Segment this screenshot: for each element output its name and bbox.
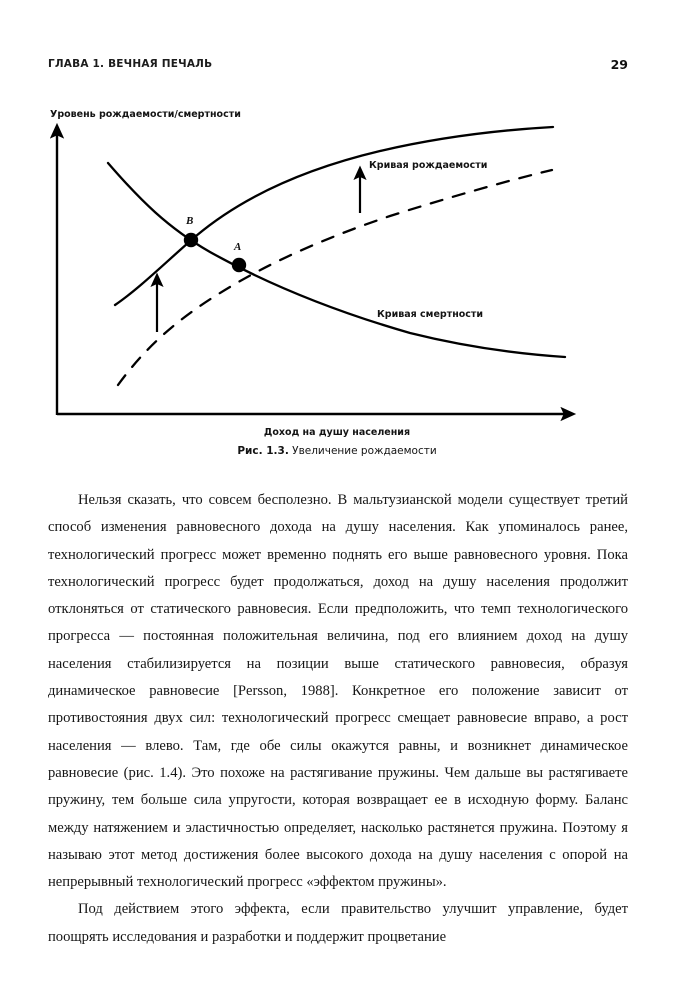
x-axis-label: Доход на душу населения bbox=[263, 427, 411, 438]
figure-1-3 bbox=[0, 100, 674, 470]
paragraph: Нельзя сказать, что совсем бесполезно. В мальтузианской модели существует третий способ изменения равновесного дохода на душу населения. Как упоминалось ранее, технологический прогресс может временно поднять его выше равновесного уровня. Пока технологический прогресс будет продолжаться, доход на душу населения продолжит отклоняться от статического равновесия. Если предположить, что темп технологического прогресса — постоянная положительная величина, под его влиянием доход на душу населения стабилизируется на позиции выше статического равновесия, образуя динамическое равновесие [Persson, 1988]. Конкретное его положение зависит от противостояния двух сил: технологический прогресс смещает равновесие вправо, а рост населения — влево. Там, где обе силы окажутся равны, и возникнет динамическое равновесие (рис. 1.4). Это похоже на растягивание пружины. Чем дальше вы растягиваете пружину, тем больше сила упругости, которая возвращает ее в исходную форму. Баланс между натяжением и эластичностью определяет, насколько растянется пружина. Поэтому я называю этот метод достижения более высокого дохода на душу населения с опорой на непрерывный технологический прогресс «эффектом пружины». bbox=[48, 492, 628, 891]
figure-caption bbox=[0, 445, 674, 457]
death-rate-curve bbox=[108, 163, 565, 357]
chart-svg bbox=[0, 100, 674, 430]
running-head bbox=[48, 58, 628, 76]
death-curve-label: Кривая смертности bbox=[377, 309, 484, 320]
birth-rate-curve-original-dashed bbox=[118, 170, 552, 385]
page-number: 29 bbox=[610, 57, 628, 72]
marker-point-a bbox=[232, 258, 246, 272]
paragraph: Под действием этого эффекта, если правительство улучшит управление, будет поощрять исследования и разработки и поддержит процветание bbox=[48, 901, 628, 945]
figure-caption-text: Увеличение рождаемости bbox=[292, 445, 437, 457]
body-text bbox=[48, 487, 628, 951]
marker-point-b bbox=[184, 233, 198, 247]
point-label-b: B bbox=[186, 215, 194, 227]
birth-rate-curve-new bbox=[115, 127, 553, 305]
birth-curve-label: Кривая рождаемости bbox=[369, 160, 488, 171]
chapter-title: ГЛАВА 1. ВЕЧНАЯ ПЕЧАЛЬ bbox=[48, 58, 213, 70]
y-axis-label: Уровень рождаемости/смертности bbox=[50, 109, 241, 120]
figure-caption-number: Рис. 1.3. bbox=[237, 445, 289, 457]
point-label-a: A bbox=[234, 241, 242, 253]
